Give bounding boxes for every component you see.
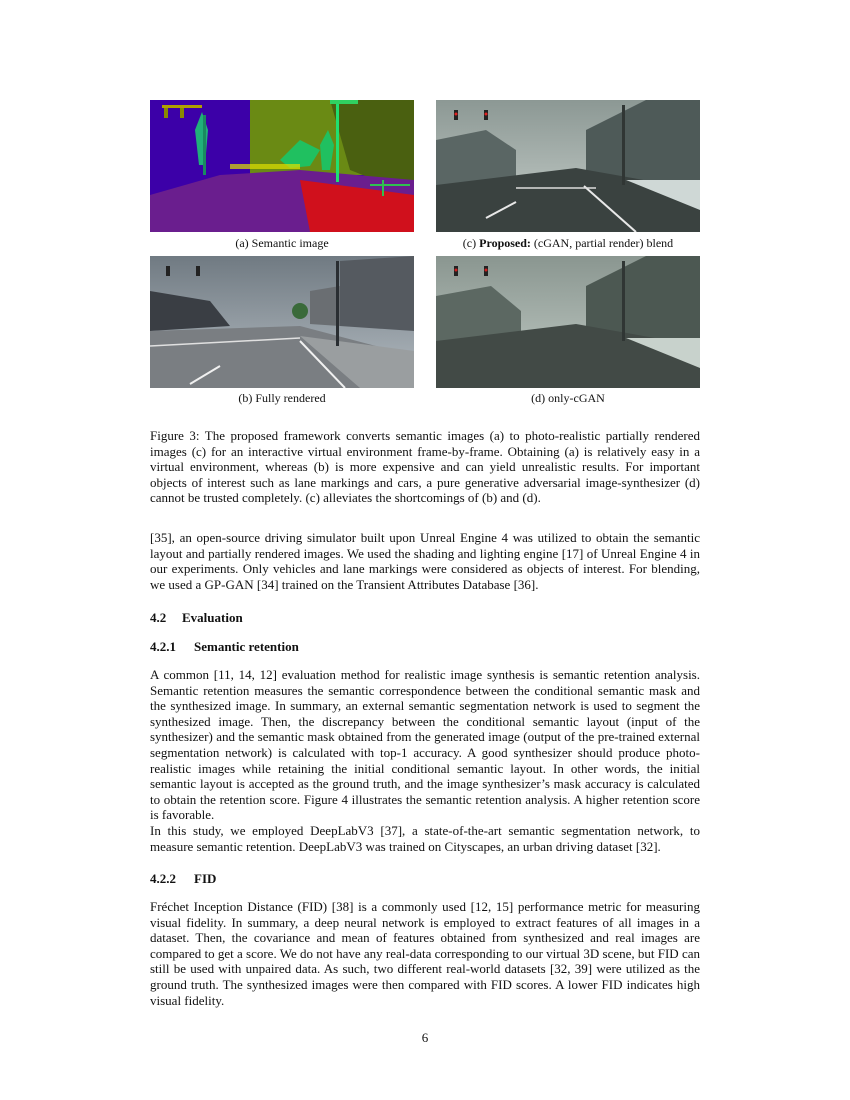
caption-panel-c: (c) Proposed: (cGAN, partial render) blend [462,236,674,250]
caption-panel-a: (a) Semantic image [235,236,329,250]
figure-panel-b-fully-rendered [150,256,414,388]
paragraph-fid: Fréchet Inception Distance (FID) [38] is a commonly used [12, 15] performance metric for measuring visual fidelity. In summary, a deep neural network is employed to extract features of all images in a dataset. Then, the covariance and mean of features obtained from synthesized and real images are compared to get a score. We do not have any real-data corresponding to our virtual 3D scene, but FID can still be used with unpaired data. As such, two different real-world datasets [32, 39] were utilized as the ground truth. The synthesized images were then compared with FID scores. A lower FID indicates high visual fidelity. [150,899,700,1008]
figure-panel-d-only-cgan [436,256,700,388]
section-heading-4-2-2: 4.2.2 FID [150,871,217,886]
figure-caption: Figure 3: The proposed framework converts semantic images (a) to photo-realistic partially rendered images (c) for an interactive virtual environment frame-by-frame. Obtaining (a) is relatively easy in a virtual environment, whereas (b) is more expensive and can yield unrealistic results. For important objects of interest such as lane markings and cars, a pure generative adversarial image-synthesizer (d) cannot be trusted completely. (c) alleviates the shortcomings of (b) and (d). [150,428,700,506]
paragraph-semantic-retention-1: A common [11, 14, 12] evaluation method for realistic image synthesis is semantic retention analysis. Semantic retention measures the semantic correspondence between the conditional semantic mask and the synthesized image. In summary, an external semantic segmentation network is used to segment the synthesized image. Then, the discrepancy between the conditional semantic layout (input of the synthesizer) and the semantic mask obtained from the generated image (output of the pre-trained external segmentation network) is calculated with top-1 accuracy. A good synthesizer should produce photo-realistic images while retaining the initial conditional semantic layout. In other words, the initial semantic layout is accepted as the ground truth, and the image synthesizer’s mask accuracy is calculated to obtain the retention score. Figure 4 illustrates the semantic retention analysis. A higher retention score is favorable. [150,667,700,823]
section-heading-4-2: 4.2 Evaluation [150,610,243,625]
caption-panel-b: (b) Fully rendered [238,391,326,405]
figure-panel-c-proposed-blend [436,100,700,232]
caption-panel-d: (d) only-cGAN [531,391,605,405]
section-heading-4-2-1: 4.2.1 Semantic retention [150,639,299,654]
page-number: 6 [421,1030,429,1045]
paragraph-intro: [35], an open-source driving simulator built upon Unreal Engine 4 was utilized to obtain the semantic layout and partially rendered images. We used the shading and lighting engine [17] of Unreal Engine 4 in our experiments. Only vehicles and lane markings were considered as objects of interest. For blending, we used a GP-GAN [34] trained on the Transient Attributes Database [36]. [150,530,700,592]
paragraph-semantic-retention-2: In this study, we employed DeepLabV3 [37], a state-of-the-art semantic segmentation network, to measure semantic retention. DeepLabV3 was trained on Cityscapes, an urban driving dataset [32]. [150,823,700,854]
figure-panel-a-semantic-image [150,100,414,232]
